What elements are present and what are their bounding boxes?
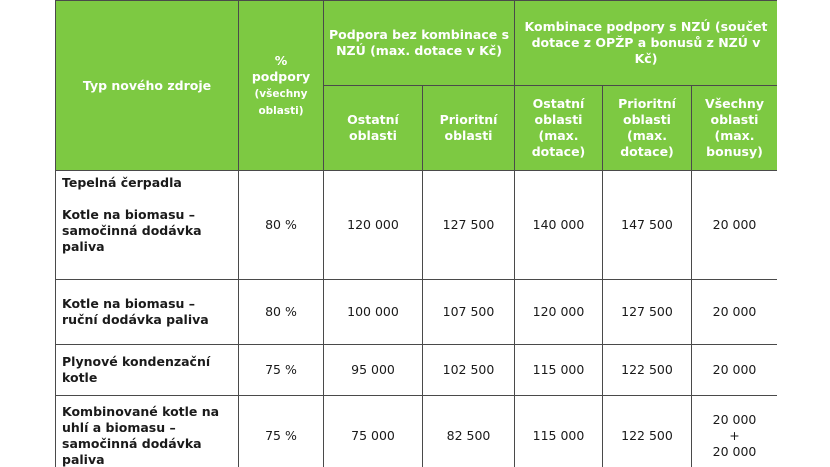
header-source-type: Typ nového zdroje [56,1,239,171]
row-combo-priority: 122 500 [603,345,692,396]
row-priority: 82 500 [423,396,515,467]
header-percent-note: (všechny oblasti) [254,87,308,117]
header-sub-combo-other: Ostatní oblasti (max. dotace) [515,86,603,171]
header-group-no-combination: Podpora bez kombinace s NZÚ (max. dotace v Kč) [324,1,515,86]
row-percent: 75 % [239,396,324,467]
row-source-name: Kombinované kotle na uhlí a biomasu – samočinná dodávka paliva [56,396,239,467]
row-other: 75 000 [324,396,423,467]
row-other: 95 000 [324,345,423,396]
header-sub-combo-priority: Prioritní oblasti (max. dotace) [603,86,692,171]
subsidy-table [55,0,777,467]
row-percent: 75 % [239,345,324,396]
row-combo-priority: 127 500 [603,280,692,345]
row-combo-other: 120 000 [515,280,603,345]
row-priority: 107 500 [423,280,515,345]
subsidy-table-wrapper [55,0,777,467]
header-percent-symbol: % [274,52,288,68]
row-source-name: Kotle na biomasu – ruční dodávka paliva [56,280,239,345]
row-priority: 127 500 [423,171,515,280]
table-row [56,171,778,280]
row-bonus-a: 20 000 [712,411,757,427]
header-sub-all-bonus: Všechny oblasti (max. bonusy) [692,86,778,171]
row-source-name: Plynové kondenzační kotle [56,345,239,396]
header-percent-word: podpory [251,68,311,84]
row-bonus: 20 000 [692,171,778,280]
header-sub-priority: Prioritní oblasti [423,86,515,171]
row-combo-other: 115 000 [515,396,603,467]
row-combo-priority: 147 500 [603,171,692,280]
row-bonus-plus: + [729,427,740,443]
header-row-top [56,1,778,86]
row-bonus [692,396,778,467]
table-row [56,280,778,345]
row-bonus-b: 20 000 [712,443,757,459]
row-source-name [56,171,239,280]
row-priority: 102 500 [423,345,515,396]
table-row [56,396,778,467]
row-combo-other: 140 000 [515,171,603,280]
row-bonus: 20 000 [692,345,778,396]
row-other: 120 000 [324,171,423,280]
row-source-name-b: Kotle na biomasu – samočinná dodávka paliva [62,207,202,254]
header-sub-other: Ostatní oblasti [324,86,423,171]
row-percent: 80 % [239,171,324,280]
table-row [56,345,778,396]
row-source-name-a: Tepelná čerpadla [62,175,182,190]
header-percent-support [239,1,324,171]
row-other: 100 000 [324,280,423,345]
row-combo-priority: 122 500 [603,396,692,467]
row-bonus: 20 000 [692,280,778,345]
header-group-combination: Kombinace podpory s NZÚ (součet dotace z OPŽP a bonusů z NZÚ v Kč) [515,1,778,86]
row-combo-other: 115 000 [515,345,603,396]
row-percent: 80 % [239,280,324,345]
